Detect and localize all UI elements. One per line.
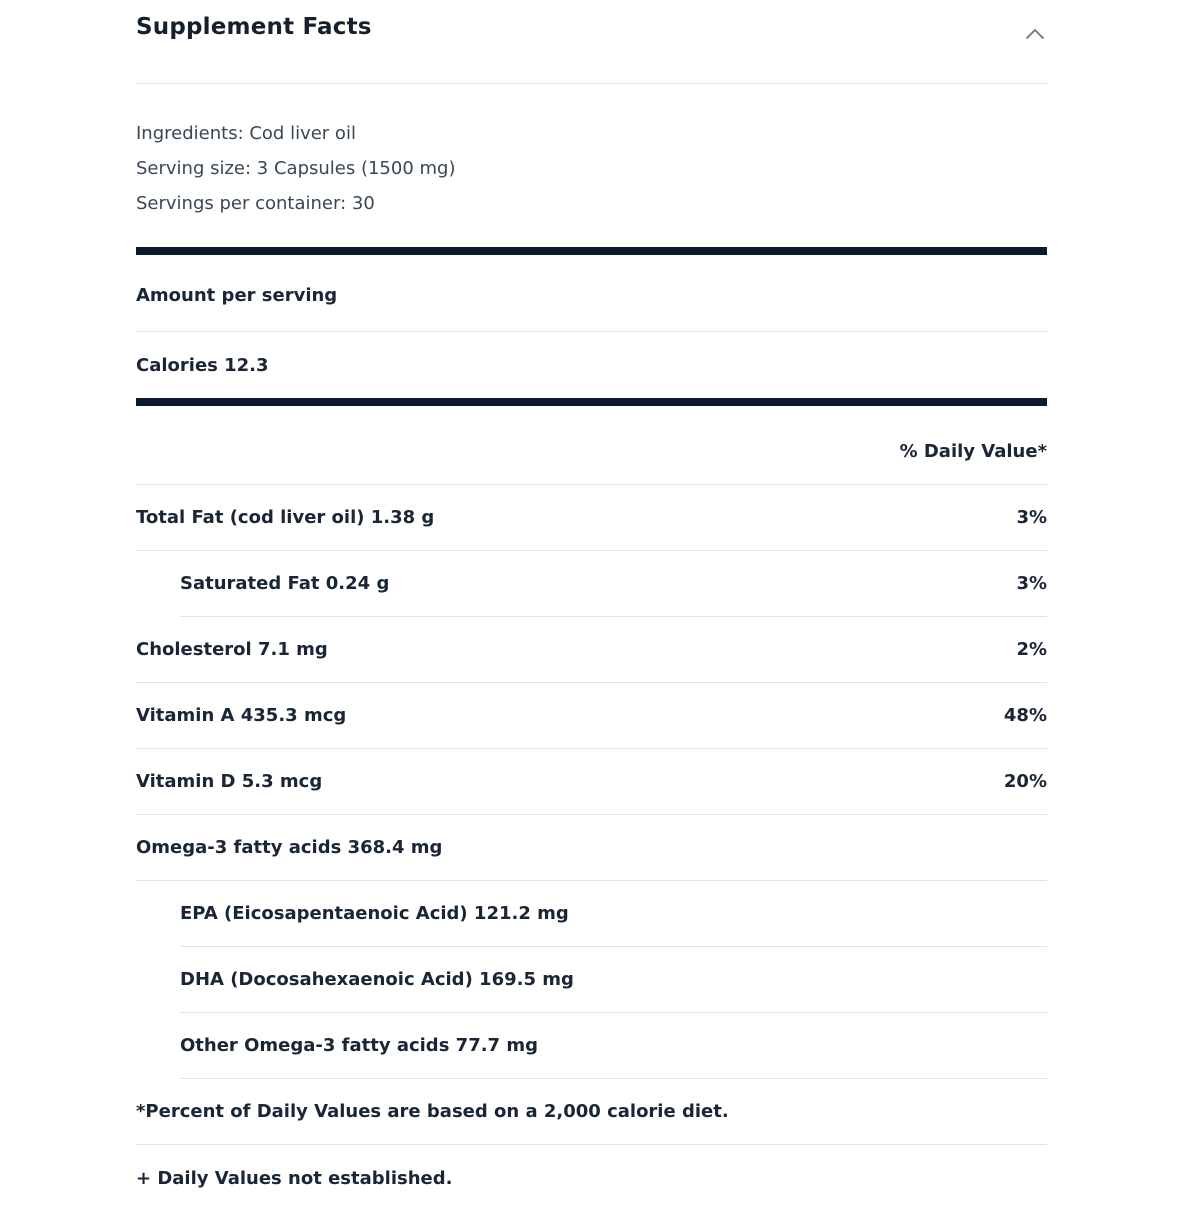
nutrient-row	[180, 947, 1047, 1013]
nutrient-list	[136, 485, 1047, 1079]
nutrient-row	[136, 617, 1047, 683]
nutrient-daily-value: 20%	[1003, 771, 1047, 792]
nutrient-label: Omega-3 fatty acids 368.4 mg	[136, 837, 443, 858]
nutrient-daily-value: 3%	[1016, 573, 1047, 594]
nutrient-row	[136, 749, 1047, 815]
collapse-toggle-button[interactable]	[1023, 22, 1047, 46]
not-established-footnote	[136, 1145, 1047, 1211]
section-title: Supplement Facts	[136, 14, 372, 40]
chevron-up-icon	[1023, 22, 1047, 46]
nutrient-row	[180, 881, 1047, 947]
nutrient-label: Vitamin A 435.3 mcg	[136, 705, 347, 726]
nutrient-label: Saturated Fat 0.24 g	[180, 573, 390, 594]
nutrient-row	[180, 1013, 1047, 1079]
nutrient-daily-value: 3%	[1016, 507, 1047, 528]
serving-size-text: Serving size: 3 Capsules (1500 mg)	[136, 158, 456, 179]
nutrient-daily-value: 48%	[1003, 705, 1047, 726]
daily-value-footnote	[136, 1079, 1047, 1145]
amount-per-serving-label: Amount per serving	[136, 284, 338, 306]
thick-divider	[136, 247, 1047, 255]
nutrient-label: EPA (Eicosapentaenoic Acid) 121.2 mg	[180, 903, 569, 924]
nutrient-row	[136, 815, 1047, 881]
nutrient-row	[136, 485, 1047, 551]
nutrient-label: DHA (Docosahexaenoic Acid) 169.5 mg	[180, 969, 574, 990]
daily-value-header	[136, 406, 1047, 485]
servings-per-container-text: Servings per container: 30	[136, 193, 375, 214]
amount-per-serving-row	[136, 255, 1047, 332]
nutrient-row	[136, 683, 1047, 749]
nutrient-label: Total Fat (cod liver oil) 1.38 g	[136, 507, 435, 528]
supplement-facts-header[interactable]	[136, 0, 1047, 84]
ingredients-text: Ingredients: Cod liver oil	[136, 123, 356, 144]
nutrient-label: Cholesterol 7.1 mg	[136, 639, 328, 660]
daily-value-header-label: % Daily Value*	[899, 441, 1047, 462]
calories-label: Calories 12.3	[136, 354, 269, 376]
supplement-facts-panel	[136, 0, 1047, 1211]
thick-divider	[136, 398, 1047, 406]
daily-value-footnote-text: *Percent of Daily Values are based on a 2,000 calorie diet.	[136, 1101, 729, 1122]
calories-row	[136, 332, 1047, 398]
nutrient-row	[180, 551, 1047, 617]
nutrient-label: Vitamin D 5.3 mcg	[136, 771, 323, 792]
nutrient-label: Other Omega-3 fatty acids 77.7 mg	[180, 1035, 538, 1056]
product-intro	[136, 84, 1047, 247]
not-established-footnote-text: + Daily Values not established.	[136, 1167, 453, 1189]
nutrient-daily-value: 2%	[1016, 639, 1047, 660]
